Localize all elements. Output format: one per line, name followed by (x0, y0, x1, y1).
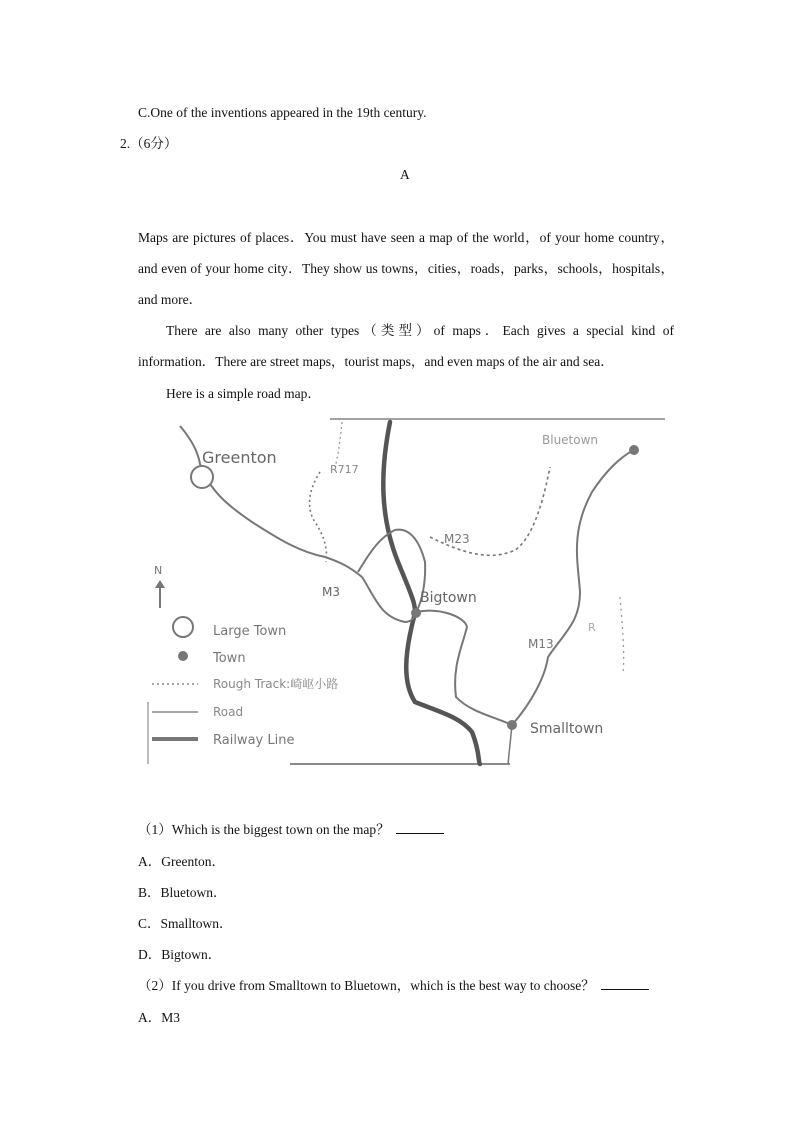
answer-blank-2[interactable] (601, 979, 649, 990)
bluetown-label: Bluetown (542, 433, 599, 447)
track-r717 (310, 472, 327, 562)
passage-letter: A (400, 167, 410, 182)
m13-label: M13 (528, 637, 554, 651)
question-1-stem: （1）Which is the biggest town on the map？ (138, 823, 444, 837)
track-r717-top (335, 422, 342, 467)
m3-label: M3 (322, 585, 340, 599)
r-label: R (588, 621, 596, 634)
paragraph-3: Here is a simple road map． (166, 386, 321, 401)
paragraph-1: Maps are pictures of places．You must have seen a map of the world，of your home country，and even of your home city．They show us towns，cities，roads，parks，schools，hospitals，and more． (138, 230, 674, 307)
m23-label: M23 (444, 532, 470, 546)
legend-road: Road (213, 705, 244, 719)
greenton-large-town (191, 466, 213, 488)
north-arrow (154, 564, 165, 608)
legend-large-town-symbol (173, 617, 193, 637)
road-m13 (512, 450, 634, 725)
question-1-option-d: D．Bigtown． (138, 947, 222, 962)
bluetown-town-dot (629, 445, 639, 455)
question-1-option-c: C．Smalltown． (138, 916, 233, 931)
question-1-option-a: A．Greenton． (138, 854, 225, 869)
legend-rough-track: Rough Track:崎岖小路 (213, 677, 339, 691)
question-2-option-a: A．M3 (138, 1010, 181, 1025)
map-legend (152, 617, 338, 748)
question-2-stem: （2）If you drive from Smalltown to Bluetown，which is the best way to choose？ (138, 979, 649, 993)
legend-railway-line: Railway Line (213, 733, 295, 748)
greenton-label: Greenton (202, 448, 277, 467)
paragraph-2: There are also many other types（类型）of maps．Each gives a special kind of information．There are street maps，tourist maps，and even maps of the air and sea． (138, 323, 674, 369)
legend-town-symbol (178, 651, 188, 661)
road-smalltown-south (508, 725, 512, 764)
question-number: 2.（6分） (120, 136, 178, 151)
smalltown-town-dot (507, 720, 517, 730)
legend-town: Town (213, 651, 246, 666)
bigtown-town-dot (411, 608, 421, 618)
track-right (620, 597, 624, 674)
previous-option-c: C.One of the inventions appeared in the 19th century. (138, 105, 427, 120)
legend-large-town: Large Town (213, 624, 287, 639)
r717-label: R717 (330, 463, 359, 476)
road-map (140, 412, 680, 772)
smalltown-label: Smalltown (530, 721, 604, 737)
bigtown-label: Bigtown (420, 590, 477, 606)
answer-blank-1[interactable] (396, 823, 444, 834)
question-1-option-b: B．Bluetown． (138, 885, 227, 900)
north-label: N (154, 564, 163, 577)
